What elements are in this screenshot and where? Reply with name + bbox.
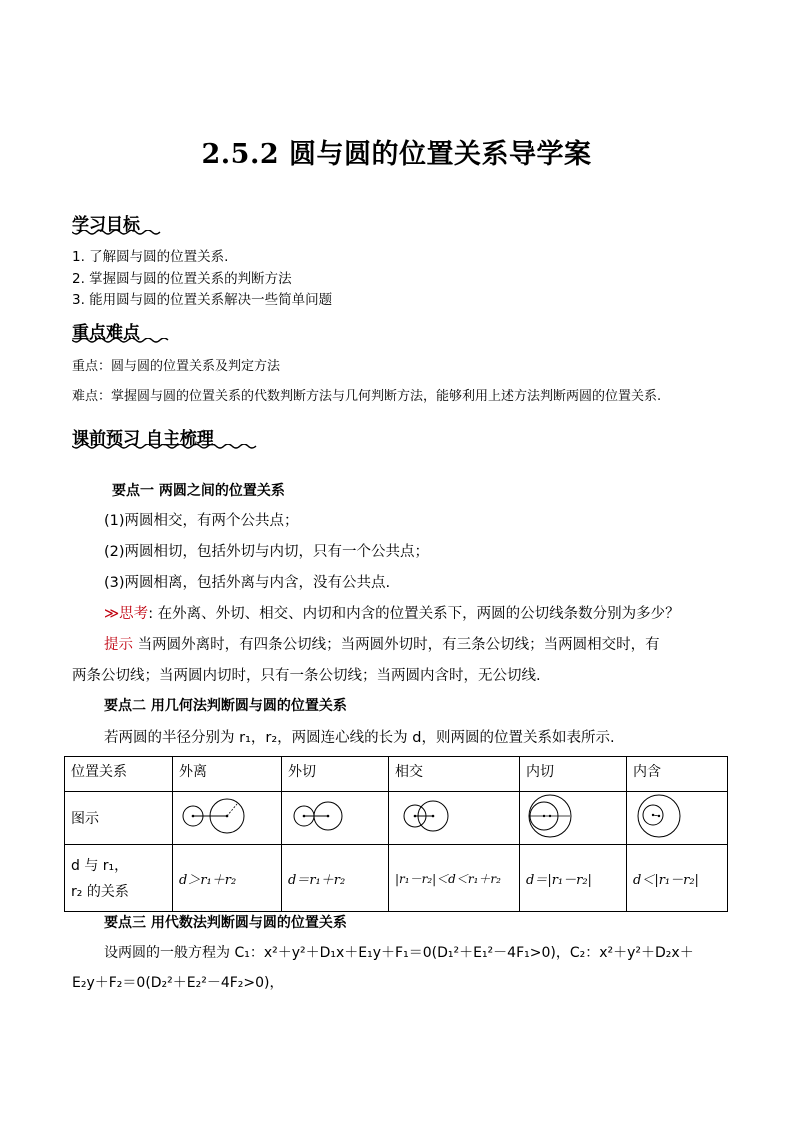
table-header-cell: 外切: [282, 757, 389, 792]
page-title: 2.5.2 圆与圆的位置关系导学案: [201, 139, 592, 170]
diagram-tangent-external: [282, 792, 389, 845]
relation-cell: d＝r₁＋r₂: [282, 845, 389, 912]
circles-tangent-internal-diagram: [526, 793, 598, 839]
point3-title: 要点三 用代数法判断圆与圆的位置关系: [104, 915, 347, 931]
think-question: [104, 602, 680, 623]
point1-line: (1)两圆相交，有两个公共点；: [104, 513, 299, 529]
circles-tangent-external-diagram: [288, 796, 360, 836]
section-heading-keypoints: [72, 318, 140, 343]
relation-cell: d＞r₁＋r₂: [173, 845, 282, 912]
circles-external-diagram: [179, 796, 251, 836]
hint-label: 提示: [104, 637, 133, 653]
table-header-cell: 相交: [389, 757, 520, 792]
section-heading-keypoints-text: 重点难点: [72, 323, 140, 343]
goal-item: 2. 掌握圆与圆的位置关系的判断方法: [72, 271, 292, 287]
table-header-cell: 位置关系: [65, 757, 173, 792]
table-row-label: 图示: [65, 792, 173, 845]
circles-intersect-diagram: [395, 796, 467, 836]
section-heading-preview: [72, 424, 214, 449]
relation-cell: d＝|r₁－r₂|: [520, 845, 627, 912]
difficulty-text: 难点：掌握圆与圆的位置关系的代数判断方法与几何判断方法，能够利用上述方法判断两圆的位置关系.: [72, 389, 662, 404]
think-mark: ≫思考: [104, 606, 149, 622]
wavy-underline: [72, 444, 264, 452]
wavy-underline: [72, 230, 164, 238]
hint-line-1: [104, 633, 660, 654]
section-heading-goals-text: 学习目标: [72, 215, 140, 235]
relation-label-line: r₂ 的关系: [71, 884, 129, 900]
goal-item: 3. 能用圆与圆的位置关系解决一些简单问题: [72, 292, 333, 308]
point1-line: (3)两圆相离，包括外离与内含，没有公共点.: [104, 575, 391, 591]
table-header-cell: 外离: [173, 757, 282, 792]
table-header-cell: 内切: [520, 757, 627, 792]
relation-cell: d＜|r₁－r₂|: [627, 845, 728, 912]
focus-text: 重点：圆与圆的位置关系及判定方法: [72, 359, 281, 374]
point2-intro: 若两圆的半径分别为 r₁，r₂，两圆连心线的长为 d，则两圆的位置关系如表所示.: [104, 730, 615, 746]
table-row: [65, 792, 728, 845]
table-row: [65, 845, 728, 912]
wavy-underline: [72, 338, 176, 346]
diagram-external: [173, 792, 282, 845]
point3-line: E₂y＋F₂＝0(D₂²＋E₂²－4F₂>0)，: [72, 975, 284, 991]
point1-title: 要点一 两圆之间的位置关系: [112, 483, 285, 499]
table-header-cell: 内含: [627, 757, 728, 792]
point3-line: 设两圆的一般方程为 C₁：x²＋y²＋D₁x＋E₁y＋F₁＝0(D₁²＋E₁²－4F₁>0)，C₂：x²＋y²＋D₂x＋: [104, 945, 694, 961]
hint-text: 当两圆外离时，有四条公切线；当两圆外切时，有三条公切线；当两圆相交时，有: [133, 637, 660, 653]
table-row: [65, 757, 728, 792]
diagram-tangent-internal: [520, 792, 627, 845]
relation-cell: |r₁－r₂|＜d＜r₁＋r₂: [389, 845, 520, 912]
section-heading-goals: [72, 210, 140, 235]
circles-contain-diagram: [633, 793, 705, 839]
think-text: : 在外离、外切、相交、内切和内含的位置关系下，两圆的公切线条数分别为多少？: [148, 606, 680, 622]
section-heading-preview-text: 课前预习 自主梳理: [72, 429, 214, 449]
relation-table: [64, 756, 728, 912]
hint-line-2: 两条公切线；当两圆内切时，只有一条公切线；当两圆内含时，无公切线.: [72, 668, 541, 684]
relation-label-line: d 与 r₁，: [71, 858, 129, 874]
diagram-contain: [627, 792, 728, 845]
point2-title: 要点二 用几何法判断圆与圆的位置关系: [104, 698, 347, 714]
point1-line: (2)两圆相切，包括外切与内切，只有一个公共点；: [104, 544, 430, 560]
goal-item: 1. 了解圆与圆的位置关系.: [72, 249, 229, 265]
diagram-intersect: [389, 792, 520, 845]
table-row-label: [65, 845, 173, 912]
